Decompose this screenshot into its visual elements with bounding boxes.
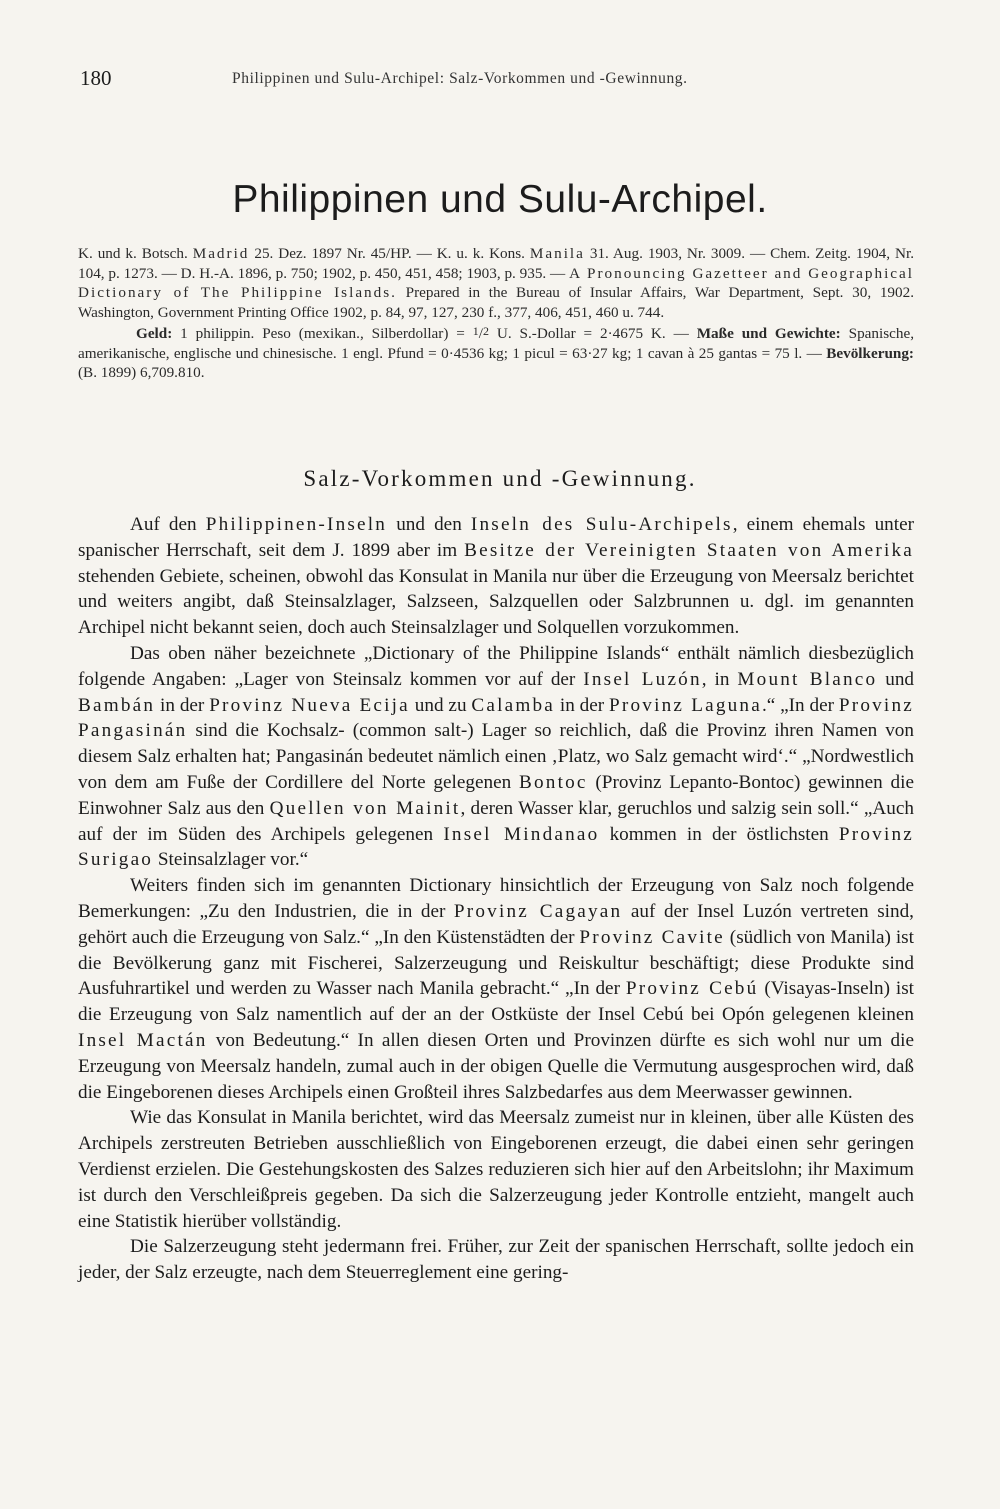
spaced-run: Provinz Laguna <box>609 694 762 716</box>
text-run: (Provinz Lepanto-Bontoc) gewinnen die Einwohner Salz aus den <box>78 771 914 819</box>
text-run: und den <box>387 514 471 535</box>
text-run: (südlich von Manila) ist die Bevölkerung ganz mit Fischerei, Salzerzeugung und Reiskultur beschäftigt; diese Produkte sind Ausfuhrartikel und werden zu Wasser nach Manila gebracht.“ „In der <box>78 926 914 1000</box>
reference-paragraph <box>78 244 914 322</box>
text-run: (B. 1899) 6,709.810. <box>78 364 205 381</box>
text-run: in der <box>155 694 210 716</box>
body-paragraph <box>78 641 914 873</box>
spaced-run: Bambán <box>78 694 156 716</box>
text-run: auf der Insel Luzón vertreten sind, gehört auch die Erzeugung von Salz.“ „In den Küstenstädten der <box>78 900 914 948</box>
text-run: .“ „In der <box>761 694 839 716</box>
text-run: Steinsalzlager vor.“ <box>153 849 309 871</box>
text-run: / <box>478 325 483 342</box>
text-run: Auf den <box>130 514 206 535</box>
text-run: Die Salzerzeugung steht jedermann frei. Früher, zur Zeit der spanischen Herrschaft, sollte jedoch ein jeder, der Salz erzeugte, nach dem Steuerreglement eine gering- <box>78 1236 914 1284</box>
text-run: Wie das Konsulat in Manila berichtet, wird das Meersalz zumeist nur in kleinen, über alle Küsten des Archipels zerstreuten Betrieben ausschließlich von Eingeborenen erzeugt, die dabei einen sehr geringen Verdienst erzielen. Die Gestehungskosten des Salzes reduzieren sich hier auf den Arbeitslohn; ihr Maximum ist durch den Verschleißpreis gegeben. Da sich die Salzerzeugung jeder Kontrolle entzieht, mangelt auch eine Statistik hierüber vollständig. <box>78 1107 914 1232</box>
text-run: 2 <box>483 324 489 338</box>
running-head <box>80 66 920 96</box>
spaced-run: Provinz Pangasinán <box>78 694 914 742</box>
text-run: Prepared in the Bureau of Insular Affairs, War Department, Sept. 30, 1902. Washington, Government Printing Office 1902, p. 84, 97, 127, 230 f., 377, 406, 451, 460 u. 744. <box>78 284 914 321</box>
text-run: Spanische, amerikanische, englische und chinesische. 1 engl. Pfund = 0·4536 kg; 1 picul = 63·27 kg; 1 cavan à 25 gantas = 75 l. — <box>78 325 915 362</box>
spaced-run: Provinz Cavite <box>579 926 725 948</box>
text-run: und <box>877 668 914 690</box>
text-run: Das oben näher bezeichnete „Dictionary of the Philippine Islands“ enthält nämlich diesbezüglich folgende Angaben: „Lager von Steinsalz kommen vor auf der <box>78 642 914 690</box>
reference-block <box>78 244 914 383</box>
bold-run: Bevölkerung: <box>826 344 914 362</box>
text-run: von Bedeutung.“ In allen diesen Orten und Provinzen dürfte es sich wohl nur um die Erzeugung von Meersalz handeln, zumal auch in der obigen Quelle die Vermutung ausgesprochen wird, daß die Eingeborenen dieses Archipels einen Großteil ihres Salzbedarfes aus dem Meerwasser gewinnen. <box>78 1029 915 1103</box>
spaced-run: Mount Blanco <box>737 668 878 690</box>
body-paragraph <box>78 512 914 641</box>
text-run: , in <box>701 668 738 690</box>
spaced-run: Quellen von Mainit <box>269 797 461 819</box>
body-text <box>78 512 914 1286</box>
spaced-run: Manila <box>529 245 585 262</box>
body-paragraph <box>78 1234 914 1286</box>
text-run: kommen in der östlichsten <box>599 823 839 845</box>
spaced-run: Insel Mactán <box>78 1029 208 1051</box>
text-run: 1 philippin. Peso (mexikan., Silberdollar) = <box>172 325 473 342</box>
spaced-run: Calamba <box>471 694 556 716</box>
page-title: Philippinen und Sulu-Archipel. <box>232 178 768 221</box>
text-run: 25. Dez. 1897 Nr. 45/HP. — K. u. k. Kons. <box>249 245 530 262</box>
text-run: und zu <box>409 694 472 716</box>
text-run: K. und k. Botsch. <box>78 245 193 262</box>
spaced-run: Insel Luzón <box>583 668 702 690</box>
spaced-run: Besitze der Vereinigten Staaten von Amerika <box>464 539 915 561</box>
text-run: 31. Aug. 1903, Nr. 3009. — Chem. Zeitg. 1904, Nr. 104, p. 1273. — D. H.-A. 1896, p. 750; 1902, p. 450, 451, 458; 1903, p. 935. — <box>78 245 914 282</box>
body-paragraph <box>78 873 914 1105</box>
spaced-run: Philippinen-Inseln <box>205 514 388 535</box>
section-title: Salz-Vorkommen und -Gewinnung. <box>303 466 697 491</box>
text-run: (Visayas-Inseln) ist die Erzeugung von Salz namentlich auf der an der Ostküste der Insel Cebú bei Opón gelegenen kleinen <box>78 978 915 1026</box>
text-run: , deren Wasser klar, geruchlos und salzig sein soll.“ „Auch auf der im Süden des Archipels gelegenen <box>78 797 914 845</box>
text-run: sind die Kochsalz- (common salt-) Lager so reichlich, daß die Provinz ihren Namen von diesem Salz erhalten hat; Pangasinán bedeutet nämlich einen ‚Platz, wo Salz gemacht wird‘.“ „Nordwestlich von dem am Fuße der Cordillere del Norte gelegenen <box>78 720 914 793</box>
spaced-run: Insel Mindanao <box>443 823 600 845</box>
running-title: Philippinen und Sulu-Archipel: Salz-Vorkommen und -Gewinnung. <box>232 70 688 87</box>
bold-run: Maße und Gewichte: <box>696 325 841 342</box>
spaced-run: Provinz Cebú <box>625 978 759 1000</box>
page-number: 180 <box>80 66 112 90</box>
spaced-run: Bontoc <box>518 771 588 793</box>
spaced-run: Inseln des Sulu-Archipels <box>470 514 733 535</box>
spaced-run: Provinz Nueva Ecija <box>209 694 410 716</box>
spaced-run: Madrid <box>192 245 250 262</box>
text-run: , einem ehemals unter spanischer Herrschaft, seit dem J. 1899 aber im <box>78 514 914 561</box>
text-run: in der <box>555 694 610 716</box>
spaced-run: Provinz Cagayan <box>453 900 623 922</box>
money-weights-paragraph <box>78 322 914 383</box>
spaced-run: A Pronouncing Gazetteer and Geographical Dictionary of The Philippine Islands. <box>78 264 914 301</box>
bold-run: Geld: <box>136 325 173 342</box>
body-paragraph <box>78 1105 914 1234</box>
text-run: Weiters finden sich im genannten Dictionary hinsichtlich der Erzeugung von Salz noch folgende Bemerkungen: „Zu den Industrien, die in der <box>78 875 914 922</box>
text-run: 1 <box>472 324 479 338</box>
text-run: U. S.-Dollar = 2·4675 K. — <box>489 325 697 342</box>
spaced-run: Provinz Surigao <box>78 823 914 871</box>
text-run: stehenden Gebiete, scheinen, obwohl das Konsulat in Manila nur über die Erzeugung von Meersalz berichtet und weiters angibt, daß Steinsalzlager, Salzseen, Salzquellen oder Salzbrunnen u. dgl. im genannten Archipel nicht bekannt seien, doch auch Steinsalzlager und Solquellen vorzukommen. <box>78 565 914 639</box>
